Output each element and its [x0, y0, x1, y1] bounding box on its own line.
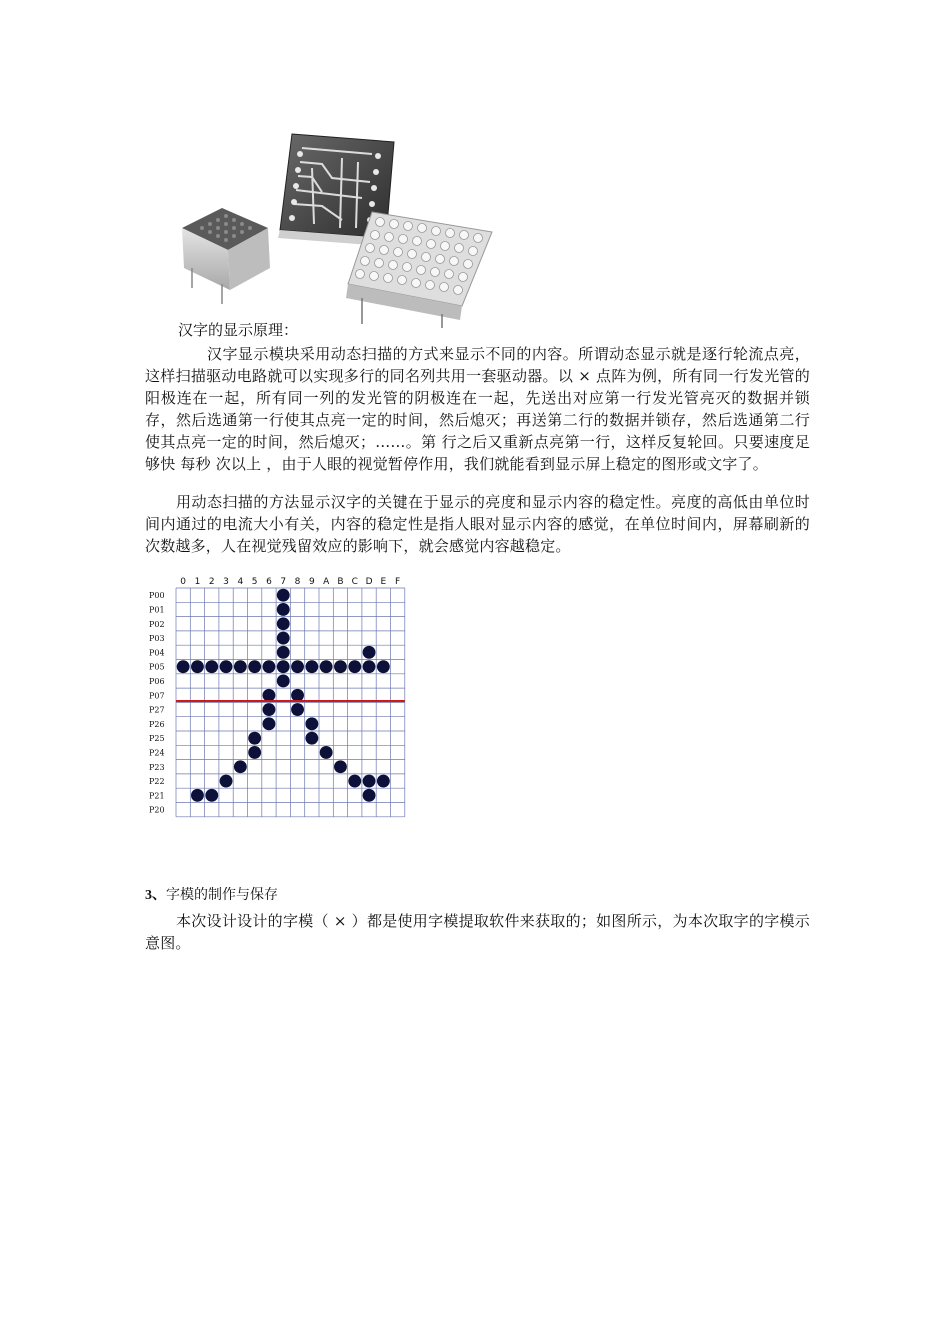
lit-led-dot	[377, 660, 390, 673]
column-label: 2	[208, 577, 215, 587]
lit-led-dot	[263, 703, 276, 716]
row-label: P06	[149, 676, 165, 686]
lit-led-dot	[363, 789, 376, 802]
lit-led-dot	[334, 760, 347, 773]
section-number: 3、	[145, 888, 166, 903]
column-label: 9	[308, 577, 315, 587]
paragraph-font-extraction: 本次设计设计的字模（ × ）都是使用字模提取软件来获取的；如图所示，为本次取字的字模示意图。	[145, 912, 810, 952]
row-label: P24	[149, 748, 165, 758]
lit-led-dot	[305, 732, 318, 745]
lit-led-dot	[234, 660, 247, 673]
lit-led-dot	[248, 660, 261, 673]
lit-led-dot	[234, 760, 247, 773]
dot-matrix-diagram	[145, 572, 401, 822]
large-led-module	[346, 212, 492, 328]
lit-led-dot	[277, 617, 290, 630]
column-label: 8	[294, 577, 301, 587]
lit-led-dot	[363, 646, 376, 659]
lit-led-dot	[177, 660, 190, 673]
row-label: P01	[149, 605, 165, 615]
column-label: 3	[223, 577, 229, 587]
lit-led-dot	[305, 717, 318, 730]
lit-led-dot	[205, 789, 218, 802]
section-title: 字模的制作与保存	[166, 887, 278, 903]
column-label: A	[323, 577, 330, 587]
lit-led-dot	[277, 589, 290, 602]
lit-led-dot	[291, 689, 304, 702]
column-label: C	[351, 577, 358, 587]
lit-led-dot	[263, 689, 276, 702]
row-label: P00	[149, 591, 165, 601]
row-label: P23	[149, 762, 165, 772]
lit-led-dot	[220, 775, 233, 788]
lit-led-dot	[205, 660, 218, 673]
lit-led-dot	[277, 660, 290, 673]
column-label: 6	[266, 577, 272, 587]
lit-led-dot	[248, 746, 261, 759]
column-label: 4	[237, 577, 244, 587]
row-label: P02	[149, 619, 165, 629]
lit-led-dot	[348, 660, 361, 673]
lit-led-dot	[248, 732, 261, 745]
small-led-module	[182, 208, 270, 304]
row-label: P25	[149, 734, 165, 744]
lit-led-dot	[277, 675, 290, 688]
row-label: P21	[149, 791, 165, 801]
led-matrix-photo	[172, 128, 504, 330]
lit-led-dot	[291, 703, 304, 716]
row-label: P22	[149, 777, 165, 787]
row-label: P27	[149, 705, 165, 715]
section-heading	[145, 884, 278, 904]
lit-led-dot	[277, 646, 290, 659]
lit-led-dot	[320, 746, 333, 759]
lit-led-dot	[377, 775, 390, 788]
lit-led-dot	[334, 660, 347, 673]
column-label: B	[337, 577, 344, 587]
row-label: P07	[149, 691, 165, 701]
paragraph-stability: 用动态扫描的方法显示汉字的关键在于显示的亮度和显示内容的稳定性。亮度的高低由单位时间内通过的电流大小有关，内容的稳定性是指人眼对显示内容的感觉，在单位时间内，屏幕刷新的次数越多，人在视觉残留效应的影响下，就会感觉内容越稳定。	[145, 493, 810, 555]
row-label: P26	[149, 719, 165, 729]
lit-led-dot	[277, 632, 290, 645]
column-label: 7	[280, 577, 287, 587]
row-label: P20	[149, 805, 165, 815]
lit-led-dot	[363, 660, 376, 673]
column-label: 1	[194, 577, 201, 587]
lit-led-dot	[263, 717, 276, 730]
lit-led-dot	[291, 660, 304, 673]
intro-heading: 汉字的显示原理：	[178, 321, 299, 339]
lit-led-dot	[263, 660, 276, 673]
row-label: P03	[149, 634, 165, 644]
lit-led-dot	[305, 660, 318, 673]
lit-led-dot	[348, 775, 361, 788]
column-label: F	[395, 577, 401, 587]
lit-led-dot	[320, 660, 333, 673]
lit-led-dot	[363, 775, 376, 788]
column-label: 0	[180, 577, 187, 587]
lit-led-dot	[191, 789, 204, 802]
column-label: 5	[251, 577, 258, 587]
column-label: D	[365, 577, 373, 587]
lit-led-dot	[277, 603, 290, 616]
column-label: E	[380, 577, 387, 587]
paragraph-dynamic-scan: 汉字显示模块采用动态扫描的方式来显示不同的内容。所谓动态显示就是逐行轮流点亮，这样扫描驱动电路就可以实现多行的同名列共用一套驱动器。以 × 点阵为例，所有同一行发光管的阳极连在一起，所有同一列的发光管的阴极连在一起，先送出对应第一行发光管亮灭的数据并锁存，然后选通第一行使其点亮一定的时间，然后熄灭；再送第二行的数据并锁存，然后选通第二行使其点亮一定的时间，然后熄灭；……。第 行之后又重新点亮第一行，这样反复轮回。只要速度足够快 每秒 次以上 ，由于人眼的视觉暂停作用，我们就能看到显示屏上稳定的图形或文字了。	[145, 345, 810, 473]
row-label: P04	[149, 648, 165, 658]
row-label: P05	[149, 662, 165, 672]
lit-led-dot	[191, 660, 204, 673]
lit-led-dot	[220, 660, 233, 673]
